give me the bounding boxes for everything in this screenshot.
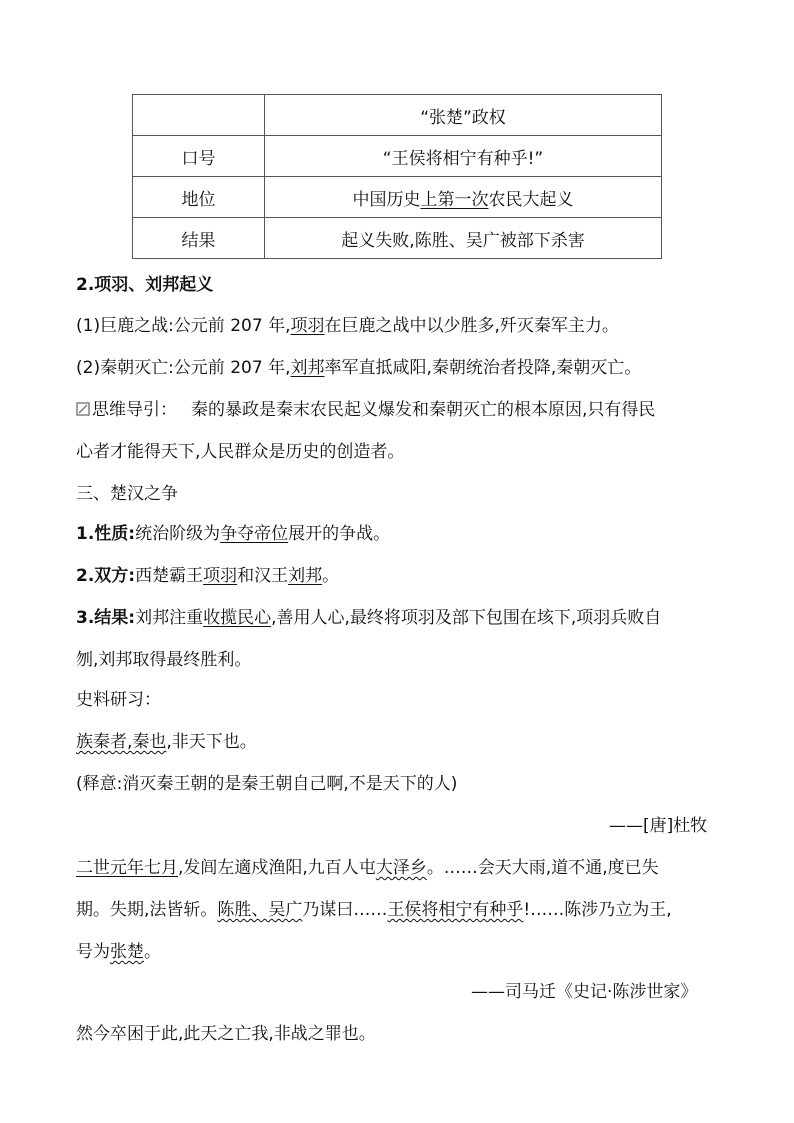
result-line — [76, 606, 661, 630]
row-key-slogan: 口号 — [133, 136, 265, 177]
underlined-term: 二世元年七月 — [76, 858, 178, 878]
underlined-term: 刘邦 — [290, 358, 325, 378]
guide-text-line-1: 秦的暴政是秦末农民起义爆发和秦朝灭亡的根本原因,只有得民 — [191, 400, 656, 420]
quote-2-line-2 — [76, 898, 672, 922]
table-header-blank — [133, 95, 265, 136]
thinking-guide-icon — [76, 402, 90, 416]
result-line-2: 刎,刘邦取得最终胜利。 — [76, 650, 252, 670]
row-key-status: 地位 — [133, 177, 265, 218]
status-text-underlined: 上第一次 — [420, 189, 489, 210]
quote-2-line-1 — [76, 856, 659, 880]
text: 在巨鹿之战中以少胜多,歼灭秦军主力。 — [324, 316, 619, 336]
text: 号为 — [76, 942, 110, 962]
quote-1-note: (释意:消灭秦王朝的是秦王朝自己啊,不是天下的人) — [76, 774, 458, 794]
zhangchu-table — [132, 94, 662, 259]
quote-1-source: ——[唐]杜牧 — [609, 816, 708, 836]
status-text-post: 农民大起义 — [488, 189, 574, 210]
status-text-pre: 中国历史 — [352, 189, 421, 210]
quote-3: 然今卒困于此,此天之亡我,非战之罪也。 — [76, 1024, 376, 1044]
text: 展开的争战。 — [288, 524, 391, 544]
section-2-title: 2.项羽、刘邦起义 — [76, 275, 214, 295]
text: 和汉王 — [237, 566, 289, 586]
wavy-term: 张楚 — [110, 942, 144, 962]
source-study-title: 史料研习： — [76, 690, 161, 710]
text: 西楚霸王 — [135, 566, 204, 586]
item-label: 3.结果: — [76, 608, 136, 628]
quote-2-source: ——司马迁《史记·陈涉世家》 — [471, 982, 698, 1002]
wavy-term: 族秦者,秦也 — [76, 732, 167, 752]
thinking-guide — [76, 398, 655, 422]
text: (1)巨鹿之战:公元前 207 年, — [76, 316, 291, 336]
text: 。 — [322, 566, 340, 586]
sides-line — [76, 564, 339, 588]
row-value-slogan: “王侯将相宁有种乎!” — [265, 136, 662, 177]
table-row — [133, 136, 662, 177]
thinking-guide-line-2: 心者才能得天下,人民群众是历史的创造者。 — [76, 442, 405, 462]
item-label: 2.双方: — [76, 566, 136, 586]
text: 。 — [144, 942, 161, 962]
underlined-term: 刘邦 — [288, 566, 323, 586]
text: ,发闾左適戍渔阳,九百人屯 — [178, 858, 376, 878]
nature-line — [76, 522, 390, 546]
row-key-result: 结果 — [133, 218, 265, 259]
text: !……陈涉乃立为王, — [523, 900, 672, 920]
text: ,非天下也。 — [166, 732, 257, 752]
text: 统治阶级为 — [135, 524, 221, 544]
item-label: 1.性质: — [76, 524, 136, 544]
text: 率军直抵咸阳,秦朝统治者投降,秦朝灭亡。 — [324, 358, 642, 378]
quote-2-line-3 — [76, 940, 161, 964]
quote-1 — [76, 730, 257, 754]
text: 乃谋曰…… — [302, 900, 388, 920]
text: 。……会天大雨,道不通,度已失 — [426, 858, 659, 878]
row-value-result: 起义失败,陈胜、吴广被部下杀害 — [265, 218, 662, 259]
table-header-row — [133, 95, 662, 136]
text: (2)秦朝灭亡:公元前 207 年, — [76, 358, 291, 378]
row-value-status — [265, 177, 662, 218]
text: 刘邦注重 — [135, 608, 204, 628]
table-row — [133, 177, 662, 218]
underlined-term: 项羽 — [203, 566, 238, 586]
table-header-title: “张楚”政权 — [265, 95, 662, 136]
underlined-term: 收揽民心 — [203, 608, 272, 628]
wavy-term: 王侯将相宁有种乎 — [387, 900, 524, 920]
wavy-term: 大泽乡 — [375, 858, 427, 878]
text: 期。失期,法皆斩。 — [76, 900, 218, 920]
table-row — [133, 218, 662, 259]
julu-battle-line — [76, 314, 619, 338]
underlined-term: 项羽 — [290, 316, 325, 336]
text: ,善用人心,最终将项羽及部下包围在垓下,项羽兵败自 — [271, 608, 662, 628]
section-3-title: 三、楚汉之争 — [76, 484, 178, 504]
qin-fall-line — [76, 356, 641, 380]
underlined-term: 争夺帝位 — [220, 524, 289, 544]
guide-label: 思维导引： — [92, 400, 177, 420]
wavy-term: 陈胜、吴广 — [217, 900, 303, 920]
